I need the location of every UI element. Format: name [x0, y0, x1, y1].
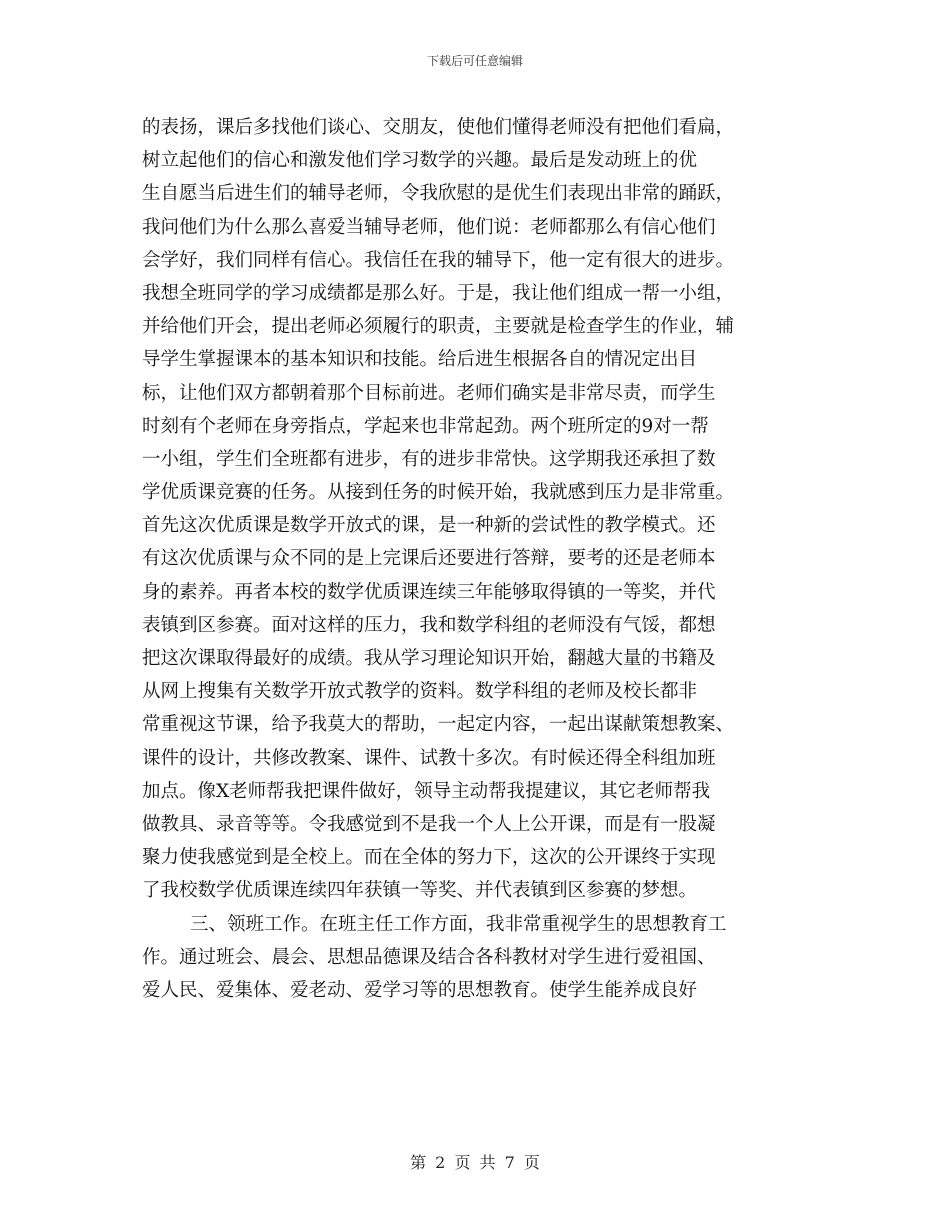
text-line: 首先这次优质课是数学开放式的课，是一种新的尝试性的教学模式。还	[142, 515, 716, 537]
text-line: 会学好，我们同样有信心。我信任在我的辅导下，他一定有很大的进步。	[142, 249, 735, 271]
text-line: 常重视这节课，给予我莫大的帮助，一起定内容，一起出谋献策想教案、	[142, 714, 735, 736]
text-line: 聚力使我感觉到是全校上。而在全体的努力下，这次的公开课终于实现	[142, 847, 716, 869]
page-header: 下载后可任意编辑	[426, 54, 523, 68]
section-heading-line: 三、领班工作。在班主任工作方面，我非常重视学生的思想教育工	[190, 913, 727, 935]
text-line: 我问他们为什么那么喜爱当辅导老师，他们说：老师都那么有信心他们	[142, 216, 716, 238]
text-line: 从网上搜集有关数学开放式教学的资料。数学科组的老师及校长都非	[142, 681, 698, 703]
text-line: 表镇到区参赛。面对这样的压力，我和数学科组的老师没有气馁，都想	[142, 614, 716, 636]
text-line: 有这次优质课与众不同的是上完课后还要进行答辩，要考的还是老师本	[142, 548, 716, 570]
text-line: 身的素养。再者本校的数学优质课连续三年能够取得镇的一等奖，并代	[142, 581, 716, 603]
text-line: 一小组，学生们全班都有进步，有的进步非常快。这学期我还承担了数	[142, 448, 716, 470]
page-number-footer: 第 2 页 共 7 页	[410, 1153, 540, 1172]
text-line: 作。通过班会、晨会、思想品德课及结合各科教材对学生进行爱祖国、	[142, 946, 716, 968]
text-line: 了我校数学优质课连续四年获镇一等奖、并代表镇到区参赛的梦想。	[142, 880, 698, 902]
text-line: 课件的设计，共修改教案、课件、试教十多次。有时候还得全科组加班	[142, 747, 716, 769]
text-line: 并给他们开会，提出老师必须履行的职责，主要就是检查学生的作业，辅	[142, 316, 735, 338]
text-line: 标，让他们双方都朝着那个目标前进。老师们确实是非常尽责，而学生	[142, 382, 716, 404]
text-line: 加点。像X老师帮我把课件做好，领导主动帮我提建议，其它老师帮我	[142, 780, 711, 802]
text-line: 我想全班同学的学习成绩都是那么好。于是，我让他们组成一帮一小组，	[142, 282, 735, 304]
text-line: 把这次课取得最好的成绩。我从学习理论知识开始，翻越大量的书籍及	[142, 648, 716, 669]
text-line: 树立起他们的信心和激发他们学习数学的兴趣。最后是发动班上的优	[142, 150, 698, 172]
text-line: 学优质课竞赛的任务。从接到任务的时候开始，我就感到压力是非常重。	[142, 482, 735, 504]
document-body	[142, 111, 822, 1007]
text-line: 做教具、录音等等。令我感觉到不是我一个人上公开课，而是有一股凝	[142, 813, 716, 835]
text-line: 导学生掌握课本的基本知识和技能。给后进生根据各自的情况定出目	[142, 349, 698, 371]
text-line: 爱人民、爱集体、爱老动、爱学习等的思想教育。使学生能养成良好	[142, 979, 698, 1001]
text-line: 时刻有个老师在身旁指点，学起来也非常起劲。两个班所定的9对一帮	[142, 415, 709, 437]
text-line: 生自愿当后进生们的辅导老师，令我欣慰的是优生们表现出非常的踊跃，	[142, 183, 735, 205]
text-line: 的表扬，课后多找他们谈心、交朋友，使他们懂得老师没有把他们看扁，	[142, 117, 735, 138]
